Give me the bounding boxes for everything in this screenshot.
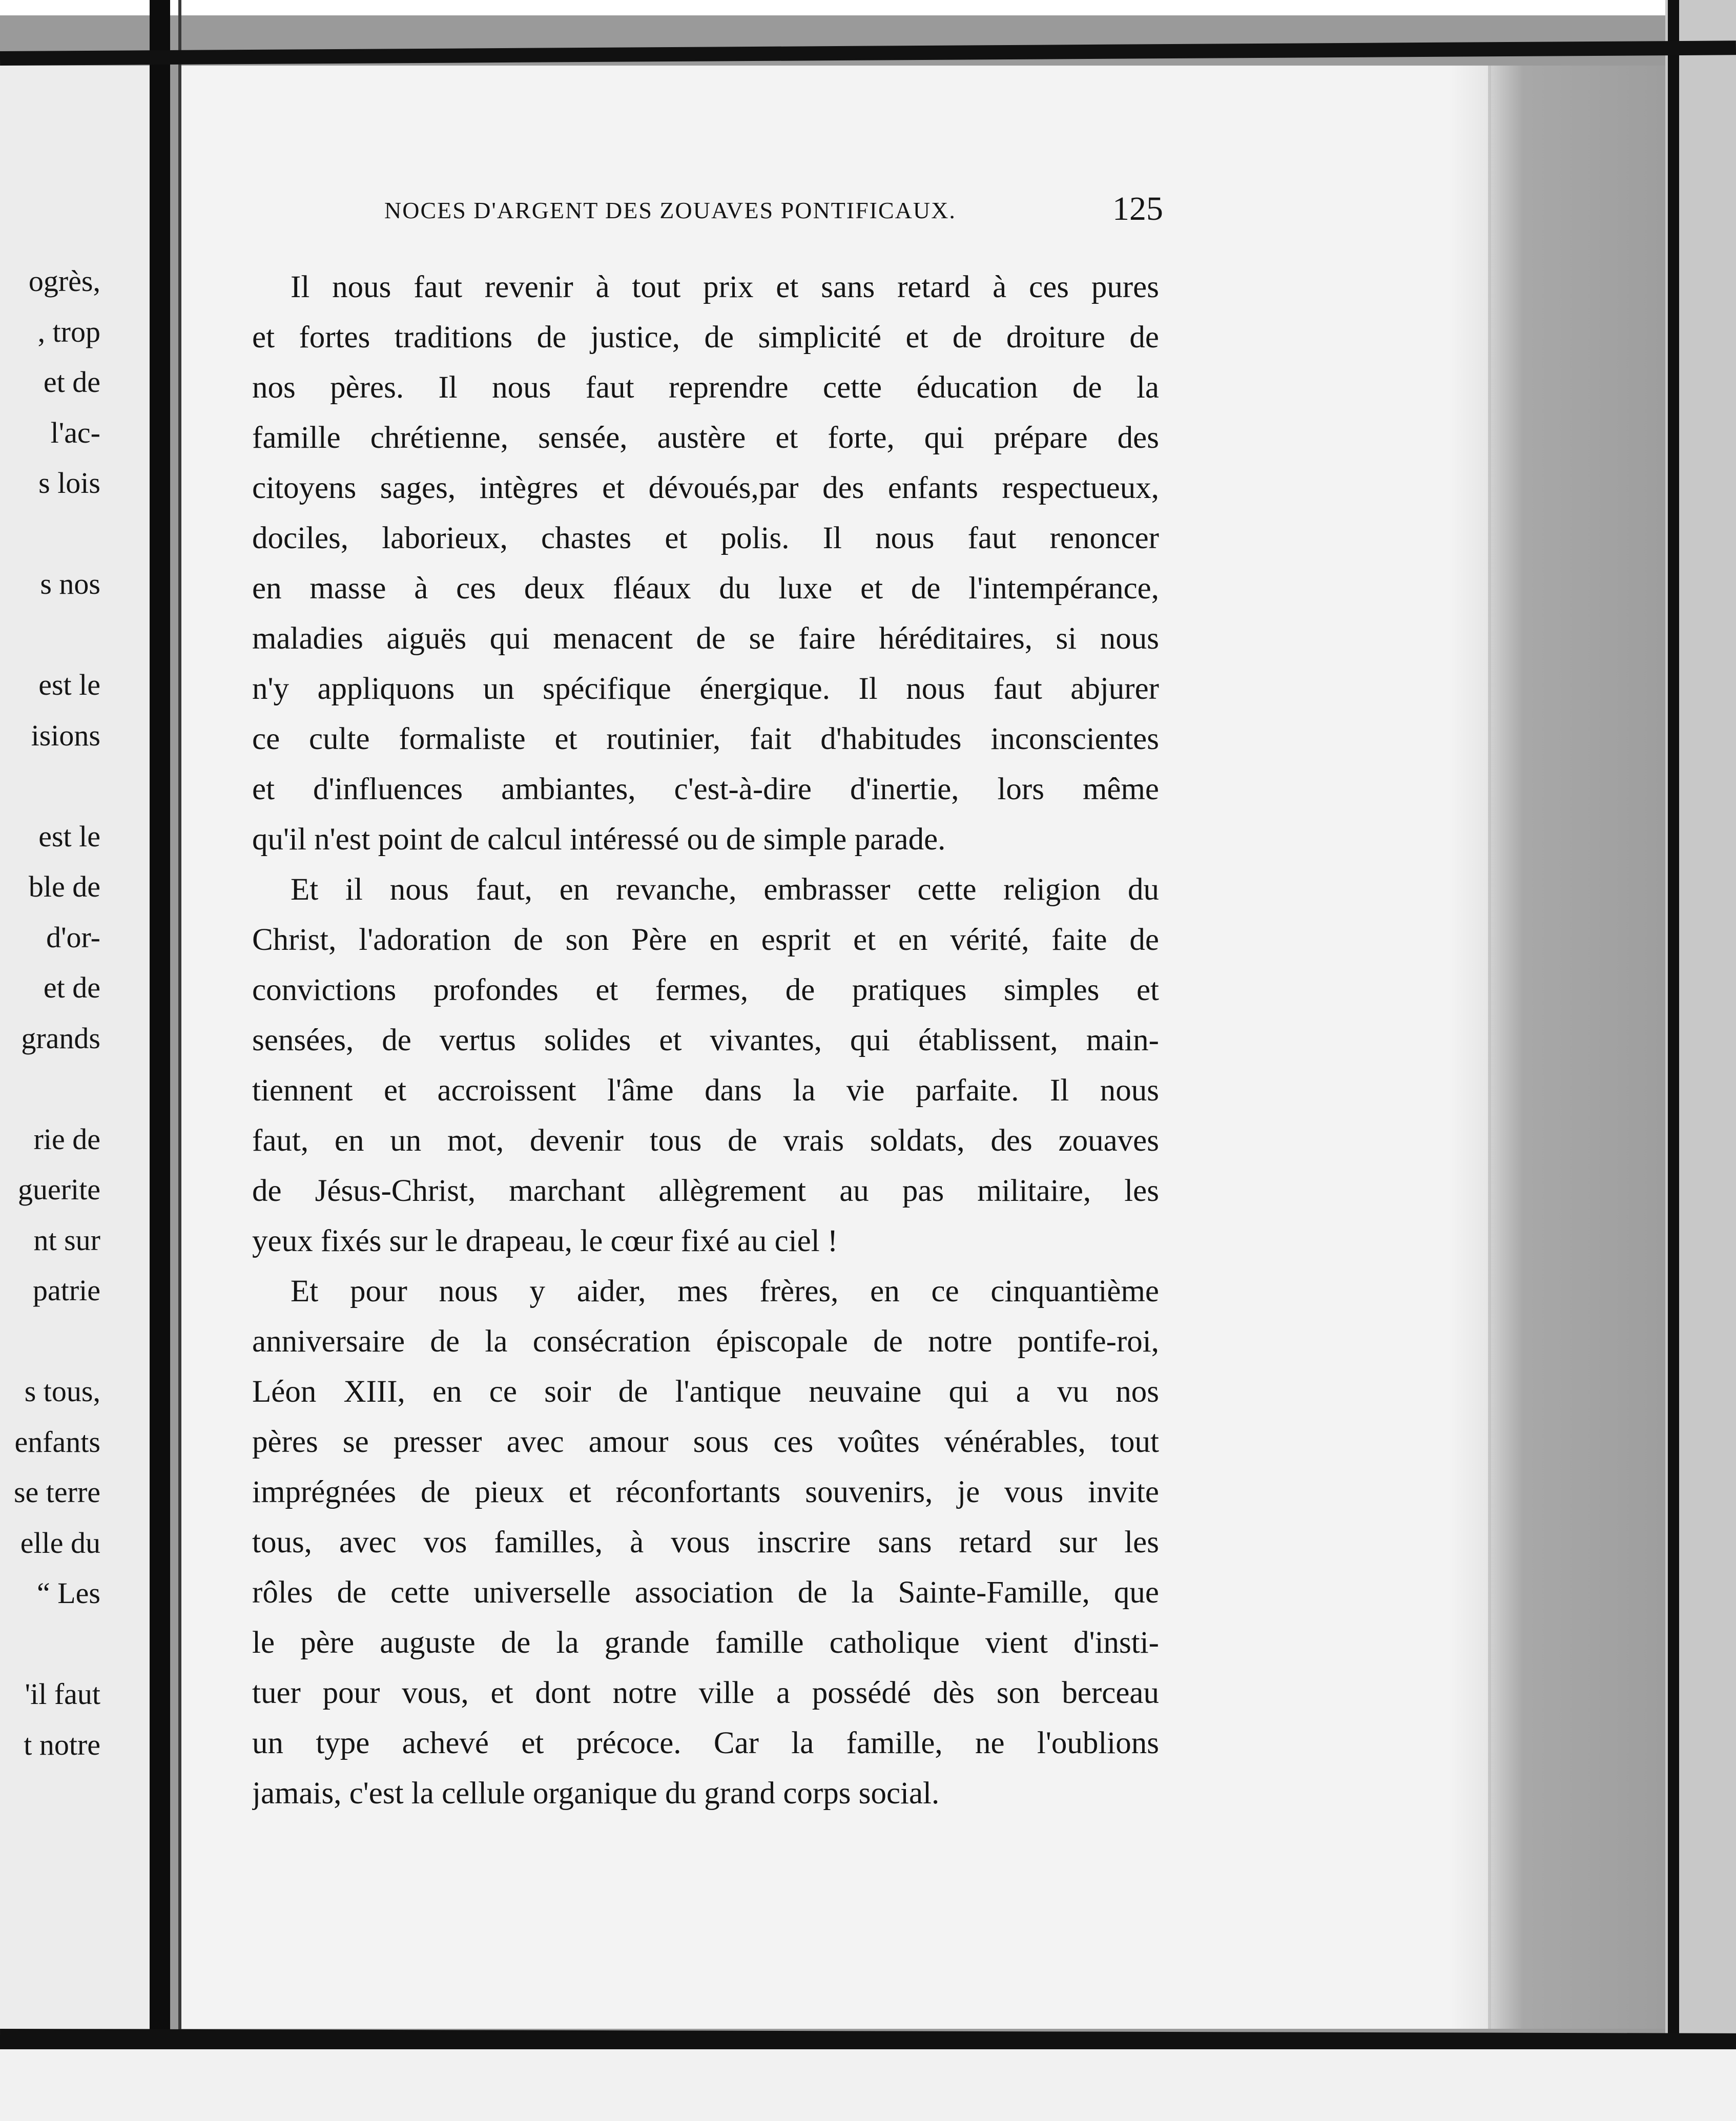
previous-page-line: nt sur [33,1223,100,1257]
text-line: et fortes traditions de justice, de simplicité et de droiture de [252,320,1159,355]
previous-page-line: est le [38,819,100,853]
previous-page-line: elle du [20,1526,100,1559]
text-line: sensées, de vertus solides et vivantes, qui établissent, main- [252,1023,1159,1057]
previous-page-line: se terre [13,1475,100,1509]
text-line: en masse à ces deux fléaux du luxe et de l'intempérance, [252,571,1159,606]
previous-page-line: patrie [32,1274,100,1307]
text-line: n'y appliquons un spécifique énergique. Il nous faut abjurer [252,672,1159,706]
text-line: rôles de cette universelle association de la Sainte-Famille, que [252,1575,1159,1610]
text-line: le père auguste de la grande famille catholique vient d'insti- [252,1626,1159,1660]
scan-frame-top [0,0,1736,15]
scan-frame-bar-top [0,40,1736,66]
text-line: tuer pour vous, et dont notre ville a possédé dès son berceau [252,1676,1159,1710]
page-gutter [1488,66,1665,2029]
previous-page-line: 'il faut [25,1677,100,1711]
paragraph [252,1266,1159,1819]
previous-page-line: s tous, [24,1375,100,1408]
text-line: citoyens sages, intègres et dévoués,par des enfants respectueux, [252,471,1159,505]
text-line: ce culte formaliste et routinier, fait d'habitudes inconscientes [252,722,1159,756]
paragraph [252,865,1159,1266]
text-line: dociles, laborieux, chastes et polis. Il nous faut renoncer [252,521,1159,555]
text-line: qu'il n'est point de calcul intéressé ou de simple parade. [252,822,946,857]
text-line: imprégnées de pieux et réconfortants souvenirs, je vous invite [252,1475,1159,1509]
page-divider [150,0,170,2121]
gutter-shadow [1450,66,1491,2029]
previous-page-line: , trop [37,315,100,348]
page-number: 125 [1112,190,1163,227]
text-line: yeux fixés sur le drapeau, le cœur fixé au ciel ! [252,1224,838,1258]
previous-page-line: grands [21,1021,100,1055]
previous-page-line: isions [31,718,100,752]
previous-page-line: ogrès, [28,264,100,298]
previous-page-line: et de [43,365,100,399]
text-line: Et pour nous y aider, mes frères, en ce cinquantième [291,1274,1159,1308]
previous-page-line: enfants [14,1425,100,1459]
previous-page-line: l'ac- [50,415,100,449]
scan-frame-strip-bottom [0,2049,1736,2121]
previous-page-text [0,0,150,2121]
running-title: NOCES D'ARGENT DES ZOUAVES PONTIFICAUX. [384,197,956,223]
text-line: jamais, c'est la cellule organique du grand corps social. [252,1776,940,1811]
text-line: famille chrétienne, sensée, austère et forte, qui prépare des [252,421,1159,455]
text-line: un type achevé et précoce. Car la famille, ne l'oublions [252,1726,1159,1760]
previous-page-line: et de [43,971,100,1004]
text-line: Il nous faut revenir à tout prix et sans retard à ces pures [291,270,1159,304]
scan-right-border [1668,0,1679,2121]
text-line: et d'influences ambiantes, c'est-à-dire d'inertie, lors même [252,772,1159,806]
text-line: Christ, l'adoration de son Père en esprit et en vérité, faite de [252,923,1159,957]
previous-page-line: d'or- [46,920,100,954]
previous-page-line: t notre [24,1728,100,1761]
page-divider-thin [178,0,181,2121]
previous-page-line: rie de [33,1122,100,1156]
previous-page-line: s nos [40,567,100,600]
previous-page-line: “ Les [37,1576,100,1610]
text-line: de Jésus-Christ, marchant allègrement au pas militaire, les [252,1174,1159,1208]
text-line: pères se presser avec amour sous ces voûtes vénérables, tout [252,1425,1159,1459]
text-line: nos pères. Il nous faut reprendre cette éducation de la [252,370,1159,405]
text-line: Et il nous faut, en revanche, embrasser cette religion du [291,872,1159,907]
text-line: maladies aiguës qui menacent de se faire héréditaires, si nous [252,621,1159,656]
body-text [252,262,1159,1819]
previous-page-line: ble de [28,870,100,903]
previous-page-line: guerite [17,1173,100,1206]
text-line: tiennent et accroissent l'âme dans la vie parfaite. Il nous [252,1073,1159,1108]
running-head [384,190,1163,233]
text-line: anniversaire de la consécration épiscopale de notre pontife-roi, [252,1324,1159,1359]
text-line: Léon XIII, en ce soir de l'antique neuvaine qui a vu nos [252,1375,1159,1409]
text-line: convictions profondes et fermes, de pratiques simples et [252,973,1159,1007]
text-line: faut, en un mot, devenir tous de vrais soldats, des zouaves [252,1124,1159,1158]
text-line: tous, avec vos familles, à vous inscrire sans retard sur les [252,1525,1159,1559]
previous-page-line: est le [38,668,100,701]
previous-page-line: s lois [38,466,100,500]
paragraph [252,262,1159,865]
